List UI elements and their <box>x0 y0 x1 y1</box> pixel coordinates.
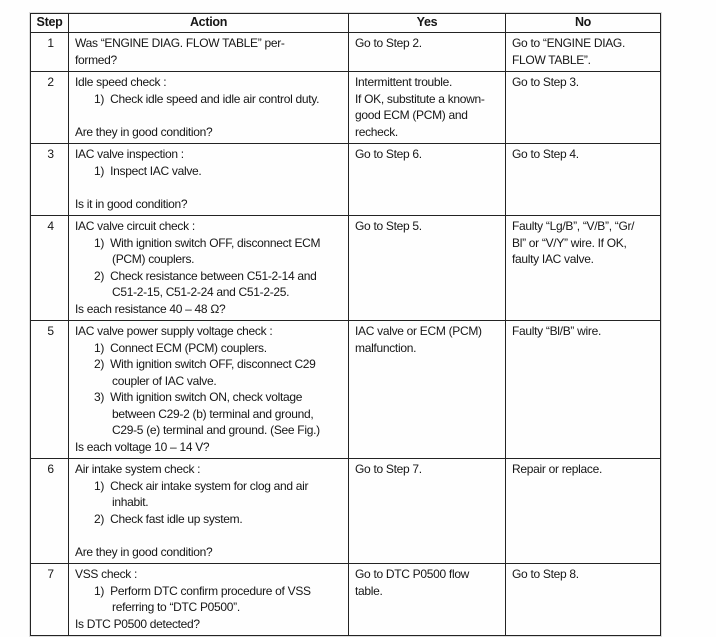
no-line: Go to “ENGINE DIAG. <box>512 36 625 50</box>
no-line: Faulty “Bl/B” wire. <box>512 324 601 338</box>
no-cell <box>506 564 661 636</box>
table-row <box>31 216 661 321</box>
table-row <box>31 459 661 564</box>
step-cell <box>31 564 69 636</box>
step-number: 7 <box>47 567 54 581</box>
step-number: 4 <box>47 219 54 233</box>
action-line: inhabit. <box>112 495 149 509</box>
yes-line: Go to Step 6. <box>355 147 422 161</box>
action-line: Is each voltage 10 – 14 V? <box>75 439 210 454</box>
action-line <box>75 179 344 196</box>
column-header-step: Step <box>31 14 69 33</box>
action-line: Are they in good condition? <box>75 544 213 559</box>
action-line <box>75 107 344 124</box>
no-cell <box>506 144 661 216</box>
action-line: 1) Check air intake system for clog and air <box>94 478 309 493</box>
action-line <box>75 527 344 544</box>
table-row <box>31 72 661 144</box>
action-line: Is each resistance 40 – 48 Ω? <box>75 301 226 316</box>
no-line: Go to Step 8. <box>512 567 579 581</box>
action-line: 2) Check fast idle up system. <box>94 511 243 526</box>
yes-line: If OK, substitute a known- <box>355 91 485 106</box>
table-row <box>31 564 661 636</box>
action-line: IAC valve inspection : <box>75 147 184 161</box>
step-number: 1 <box>47 36 54 50</box>
step-cell <box>31 459 69 564</box>
step-cell <box>31 33 69 72</box>
no-line: Repair or replace. <box>512 462 602 476</box>
yes-line: Go to DTC P0500 flow <box>355 567 470 581</box>
action-line: 3) With ignition switch ON, check voltage <box>94 390 303 404</box>
no-cell <box>506 72 661 144</box>
yes-line: malfunction. <box>355 340 417 355</box>
yes-line: Go to Step 2. <box>355 36 422 50</box>
action-line: Was “ENGINE DIAG. FLOW TABLE” per- <box>75 36 285 50</box>
yes-line: Go to Step 7. <box>355 462 422 476</box>
step-cell <box>31 321 69 459</box>
no-cell <box>506 33 661 72</box>
diagnostic-flow-table <box>30 13 661 636</box>
action-cell <box>69 144 349 216</box>
yes-line: good ECM (PCM) and <box>355 108 468 122</box>
yes-line: recheck. <box>355 124 398 139</box>
action-line: Idle speed check : <box>75 75 167 89</box>
no-line: faulty IAC valve. <box>512 252 594 266</box>
yes-line: IAC valve or ECM (PCM) <box>355 324 482 338</box>
action-line: Is DTC P0500 detected? <box>75 616 200 631</box>
action-line: VSS check : <box>75 567 138 581</box>
yes-cell <box>349 459 506 564</box>
yes-cell <box>349 72 506 144</box>
action-cell <box>69 216 349 321</box>
action-line: coupler of IAC valve. <box>112 373 217 388</box>
yes-cell <box>349 564 506 636</box>
step-cell <box>31 216 69 321</box>
action-line: referring to “DTC P0500”. <box>112 600 240 614</box>
table-row <box>31 321 661 459</box>
action-line: IAC valve power supply voltage check : <box>75 324 273 338</box>
no-line: Bl” or “V/Y” wire. If OK, <box>512 235 627 250</box>
action-cell <box>69 321 349 459</box>
action-line: between C29-2 (b) terminal and ground, <box>112 406 314 421</box>
no-line: FLOW TABLE”. <box>512 52 591 67</box>
action-cell <box>69 33 349 72</box>
action-line: C51-2-15, C51-2-24 and C51-2-25. <box>112 285 290 299</box>
column-header-no: No <box>506 14 661 33</box>
yes-cell <box>349 33 506 72</box>
step-number: 5 <box>47 324 54 338</box>
yes-cell <box>349 216 506 321</box>
step-number: 3 <box>47 147 54 161</box>
column-header-yes: Yes <box>349 14 506 33</box>
action-line: 1) Check idle speed and idle air control duty. <box>94 91 320 106</box>
action-line: Is it in good condition? <box>75 196 188 211</box>
no-line: Go to Step 3. <box>512 75 579 89</box>
action-line: 2) With ignition switch OFF, disconnect C29 <box>94 357 316 371</box>
no-cell <box>506 321 661 459</box>
header-row <box>31 14 661 33</box>
action-cell <box>69 459 349 564</box>
table-row <box>31 144 661 216</box>
step-number: 2 <box>47 75 54 89</box>
action-line: IAC valve circuit check : <box>75 219 195 233</box>
action-line: 1) With ignition switch OFF, disconnect ECM <box>94 235 321 250</box>
action-line: Are they in good condition? <box>75 124 213 139</box>
action-line: formed? <box>75 52 117 67</box>
action-line: C29-5 (e) terminal and ground. (See Fig.) <box>112 423 320 437</box>
yes-line: Intermittent trouble. <box>355 75 453 89</box>
no-line: Go to Step 4. <box>512 147 579 161</box>
yes-cell <box>349 144 506 216</box>
table-row <box>31 33 661 72</box>
no-cell <box>506 459 661 564</box>
yes-cell <box>349 321 506 459</box>
yes-line: Go to Step 5. <box>355 219 422 233</box>
action-line: 1) Perform DTC confirm procedure of VSS <box>94 583 311 598</box>
step-number: 6 <box>47 462 54 476</box>
action-line: Air intake system check : <box>75 462 201 476</box>
step-cell <box>31 72 69 144</box>
step-cell <box>31 144 69 216</box>
action-cell <box>69 564 349 636</box>
action-line: 2) Check resistance between C51-2-14 and <box>94 268 317 283</box>
action-line: 1) Connect ECM (PCM) couplers. <box>94 340 267 355</box>
action-line: (PCM) couplers. <box>112 252 195 266</box>
column-header-action: Action <box>69 14 349 33</box>
no-line: Faulty “Lg/B”, “V/B”, “Gr/ <box>512 219 635 233</box>
no-cell <box>506 216 661 321</box>
yes-line: table. <box>355 583 383 598</box>
action-line: 1) Inspect IAC valve. <box>94 163 202 178</box>
action-cell <box>69 72 349 144</box>
